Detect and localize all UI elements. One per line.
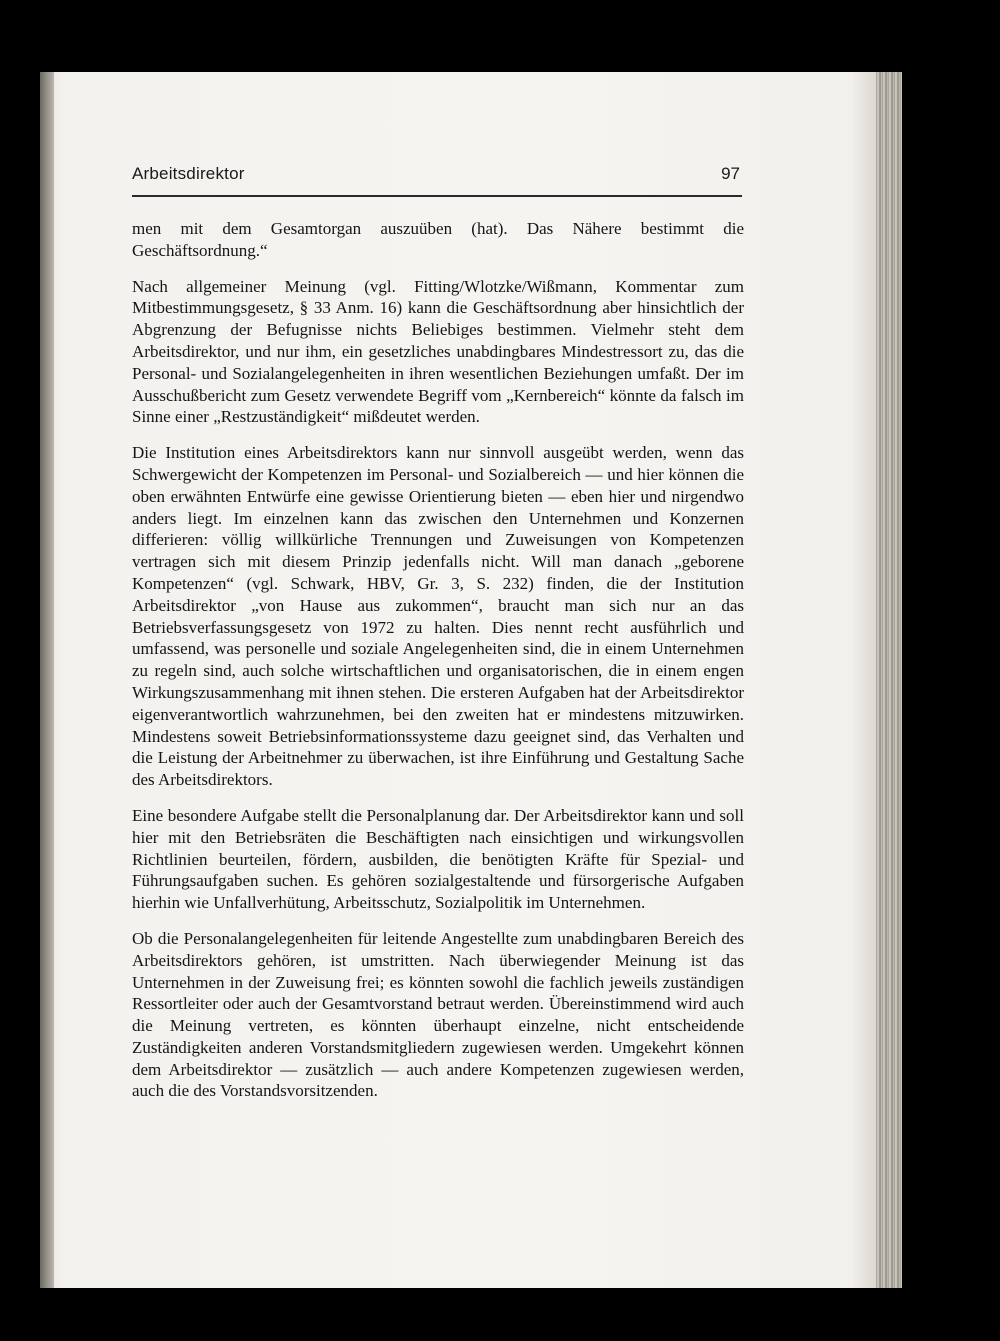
- book-spine-shadow: [40, 72, 54, 1288]
- paragraph-4: Eine besondere Aufgabe stellt die Personalplanung dar. Der Arbeitsdirektor kann und soll hier mit den Betriebsräten die Beschäftigten nach einsichtigen und wirkungsvollen Richtlinien beurteilen, fördern, ausbilden, die benötigten Kräfte für Spezial- und Führungsaufgaben suchen. Es gehören sozialgestaltende und fürsorgerische Aufgaben hierhin wie Unfallverhütung, Arbeitsschutz, Sozialpolitik im Unternehmen.: [132, 805, 744, 913]
- page-header: [132, 164, 740, 194]
- running-title: Arbeitsdirektor: [132, 164, 245, 183]
- paragraph-1: men mit dem Gesamtorgan auszuüben (hat). Das Nähere bestimmt die Geschäftsordnung.“: [132, 219, 744, 260]
- page-number: 97: [721, 164, 740, 183]
- paragraph-3: Die Institution eines Arbeitsdirektors kann nur sinnvoll ausgeübt werden, wenn das Schwergewicht der Kompetenzen im Personal- und Sozialbereich — und hier können die oben erwähnten Entwürfe eine gewisse Orientierung bieten — eben hier und nirgendwo anders liegt. Im einzelnen kann das zwischen den Unternehmen und Konzernen differieren: völlig willkürliche Trennungen und Zuweisungen von Kompetenzen vertragen sich mit diesem Prinzip jedenfalls nicht. Will man danach „geborene Kompetenzen“ (vgl. Schwark, HBV, Gr. 3, S. 232) finden, die der Institution Arbeitsdirektor „von Hause aus zukommen“, braucht man sich nur an das Betriebsverfassungsgesetz von 1972 zu halten. Dies nennt recht ausführlich und umfassend, was personelle und soziale Angelegenheiten sind, die in einem Unternehmen zu regeln sind, auch solche wirtschaftlichen und organisatorischen, die in einem engen Wirkungszusammenhang mit ihnen stehen. Die ersteren Aufgaben hat der Arbeitsdirektor eigenverantwortlich wahrzunehmen, bei den zweiten hat er mindestens mitzuwirken. Mindestens soweit Betriebsinformationssysteme dazu geeignet sind, das Verhalten und die Leistung der Arbeitnehmer zu überwachen, ist ihre Einführung und Gestaltung Sache des Arbeitsdirektors.: [132, 443, 744, 790]
- header-rule: [132, 195, 742, 197]
- paragraph-5: Ob die Personalangelegenheiten für leitende Angestellte zum unabdingbaren Bereich des Arbeitsdirektors gehören, ist umstritten. Nach überwiegender Meinung ist das Unternehmen in der Zuweisung frei; es könnten sowohl die fachlich jeweils zuständigen Ressortleiter oder auch der Gesamtvorstand betraut werden. Übereinstimmend wird auch die Meinung vertreten, es könnten überhaupt einzelne, nicht entscheidende Zuständigkeiten anderen Vorstandsmitgliedern zugewiesen werden. Umgekehrt können dem Arbeitsdirektor — zusätzlich — auch andere Kompetenzen zugewiesen werden, auch die des Vorstandsvorsitzenden.: [132, 928, 744, 1101]
- page-edge-strip: [876, 72, 902, 1288]
- paragraph-2: Nach allgemeiner Meinung (vgl. Fitting/Wlotzke/Wißmann, Kommentar zum Mitbestimmungsgesetz, § 33 Anm. 16) kann die Geschäftsordnung aber hinsichtlich der Abgrenzung der Befugnisse nichts Beliebiges bestimmen. Vielmehr steht dem Arbeitsdirektor, und nur ihm, ein gesetzliches unabdingbares Mindestressort zu, das die Personal- und Sozialangelegenheiten in ihren wesentlichen Beziehungen umfaßt. Der im Ausschußbericht zum Gesetz verwendete Begriff vom „Kernbereich“ könnte da falsch im Sinne einer „Restzuständigkeit“ mißdeutet werden.: [132, 276, 744, 427]
- body-text: [132, 218, 744, 1116]
